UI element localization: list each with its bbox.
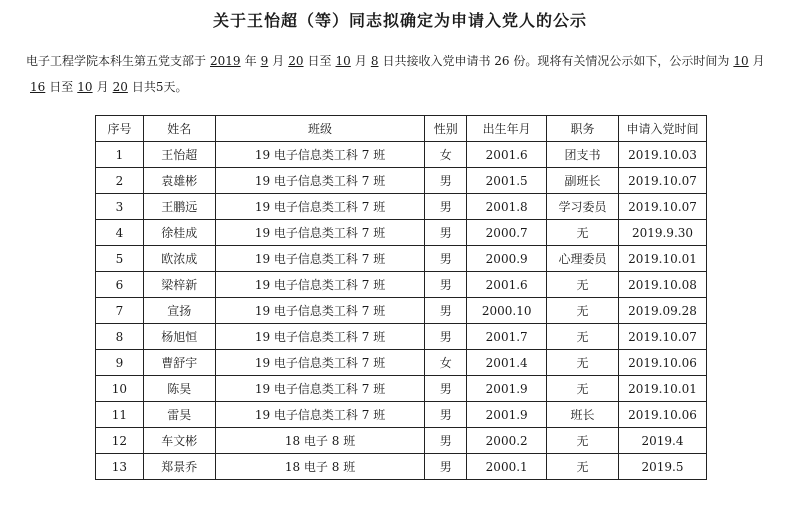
cell-apply-date: 2019.10.06 — [619, 350, 707, 376]
document-title: 关于王怡超（等）同志拟确定为申请入党人的公示 — [212, 11, 587, 30]
cell-class: 19 电子信息类工科 7 班 — [215, 298, 425, 324]
cell-birth: 2001.6 — [467, 272, 547, 298]
cell-apply-date: 2019.10.06 — [619, 402, 707, 428]
cell-class: 19 电子信息类工科 7 班 — [215, 194, 425, 220]
cell-index: 5 — [96, 246, 144, 272]
cell-apply-date: 2019.10.08 — [619, 272, 707, 298]
cell-name: 郑景乔 — [143, 454, 215, 480]
header-class: 班级 — [215, 116, 425, 142]
cell-birth: 2000.7 — [467, 220, 547, 246]
notice-day-to-2: 日至 — [49, 80, 74, 94]
table-row — [96, 272, 707, 298]
cell-index: 3 — [96, 194, 144, 220]
cell-gender: 男 — [425, 376, 467, 402]
table-body — [96, 142, 707, 480]
cell-apply-date: 2019.10.07 — [619, 168, 707, 194]
cell-index: 12 — [96, 428, 144, 454]
cell-apply-date: 2019.10.01 — [619, 246, 707, 272]
cell-position: 团支书 — [547, 142, 619, 168]
cell-name: 曹舒宇 — [143, 350, 215, 376]
cell-class: 19 电子信息类工科 7 班 — [215, 324, 425, 350]
cell-apply-date: 2019.10.01 — [619, 376, 707, 402]
cell-class: 19 电子信息类工科 7 班 — [215, 168, 425, 194]
cell-class: 19 电子信息类工科 7 班 — [215, 402, 425, 428]
notice-month-unit-3: 月 — [752, 54, 765, 68]
table-row — [96, 194, 707, 220]
notice-year-unit: 年 — [244, 54, 257, 68]
cell-gender: 男 — [425, 454, 467, 480]
table-row — [96, 142, 707, 168]
cell-class: 19 电子信息类工科 7 班 — [215, 350, 425, 376]
table-row — [96, 350, 707, 376]
cell-birth: 2000.1 — [467, 454, 547, 480]
notice-end-month: 10 — [335, 54, 351, 68]
cell-gender: 女 — [425, 350, 467, 376]
cell-birth: 2001.8 — [467, 194, 547, 220]
cell-class: 19 电子信息类工科 7 班 — [215, 142, 425, 168]
cell-index: 11 — [96, 402, 144, 428]
cell-apply-date: 2019.09.28 — [619, 298, 707, 324]
table-row — [96, 298, 707, 324]
header-gender: 性别 — [425, 116, 467, 142]
cell-name: 车文彬 — [143, 428, 215, 454]
notice-month-unit-1: 月 — [272, 54, 285, 68]
cell-birth: 2000.2 — [467, 428, 547, 454]
cell-gender: 男 — [425, 220, 467, 246]
cell-position: 无 — [547, 454, 619, 480]
table-header-row — [96, 116, 707, 142]
cell-position: 心理委员 — [547, 246, 619, 272]
notice-suffix: 日共5天。 — [131, 80, 188, 94]
table-row — [96, 454, 707, 480]
cell-index: 6 — [96, 272, 144, 298]
cell-index: 9 — [96, 350, 144, 376]
cell-gender: 男 — [425, 194, 467, 220]
cell-name: 欧浓成 — [143, 246, 215, 272]
cell-birth: 2000.10 — [467, 298, 547, 324]
cell-apply-date: 2019.4 — [619, 428, 707, 454]
cell-index: 10 — [96, 376, 144, 402]
cell-name: 宣扬 — [143, 298, 215, 324]
cell-class: 19 电子信息类工科 7 班 — [215, 220, 425, 246]
cell-birth: 2001.6 — [467, 142, 547, 168]
cell-gender: 男 — [425, 324, 467, 350]
cell-gender: 女 — [425, 142, 467, 168]
cell-index: 13 — [96, 454, 144, 480]
notice-year: 2019 — [210, 54, 241, 68]
cell-name: 王鹏远 — [143, 194, 215, 220]
cell-position: 学习委员 — [547, 194, 619, 220]
notice-prefix: 电子工程学院本科生第五党支部于 — [26, 54, 207, 68]
cell-gender: 男 — [425, 402, 467, 428]
cell-class: 18 电子 8 班 — [215, 428, 425, 454]
cell-position: 无 — [547, 350, 619, 376]
notice-pub-end-day: 20 — [112, 80, 128, 94]
cell-class: 19 电子信息类工科 7 班 — [215, 272, 425, 298]
notice-pub-start-day: 16 — [30, 80, 46, 94]
cell-class: 19 电子信息类工科 7 班 — [215, 246, 425, 272]
cell-name: 徐桂成 — [143, 220, 215, 246]
notice-middle: 日共接收入党申请书 26 份。现将有关情况公示如下，公示时间为 — [382, 54, 730, 68]
cell-apply-date: 2019.10.07 — [619, 194, 707, 220]
cell-gender: 男 — [425, 298, 467, 324]
table-row — [96, 246, 707, 272]
header-position: 职务 — [547, 116, 619, 142]
cell-class: 18 电子 8 班 — [215, 454, 425, 480]
cell-index: 8 — [96, 324, 144, 350]
cell-position: 无 — [547, 376, 619, 402]
cell-apply-date: 2019.10.03 — [619, 142, 707, 168]
cell-name: 袁雄彬 — [143, 168, 215, 194]
table-row — [96, 220, 707, 246]
cell-index: 7 — [96, 298, 144, 324]
cell-name: 雷昊 — [143, 402, 215, 428]
notice-end-day: 8 — [370, 54, 379, 68]
cell-gender: 男 — [425, 272, 467, 298]
table-row — [96, 324, 707, 350]
cell-index: 4 — [96, 220, 144, 246]
cell-birth: 2001.9 — [467, 402, 547, 428]
cell-gender: 男 — [425, 428, 467, 454]
notice-start-month: 9 — [260, 54, 269, 68]
cell-position: 副班长 — [547, 168, 619, 194]
cell-birth: 2001.7 — [467, 324, 547, 350]
applicant-table — [95, 115, 707, 480]
cell-position: 无 — [547, 220, 619, 246]
table-row — [96, 402, 707, 428]
table-row — [96, 376, 707, 402]
cell-position: 无 — [547, 428, 619, 454]
notice-month-unit-4: 月 — [96, 80, 109, 94]
cell-gender: 男 — [425, 246, 467, 272]
cell-birth: 2001.4 — [467, 350, 547, 376]
notice-month-unit-2: 月 — [354, 54, 367, 68]
cell-position: 班长 — [547, 402, 619, 428]
table-row — [96, 168, 707, 194]
cell-birth: 2000.9 — [467, 246, 547, 272]
cell-class: 19 电子信息类工科 7 班 — [215, 376, 425, 402]
cell-name: 梁梓新 — [143, 272, 215, 298]
cell-position: 无 — [547, 324, 619, 350]
cell-position: 无 — [547, 298, 619, 324]
cell-name: 陈昊 — [143, 376, 215, 402]
cell-birth: 2001.5 — [467, 168, 547, 194]
header-apply-date: 申请入党时间 — [619, 116, 707, 142]
notice-paragraph — [26, 48, 780, 100]
header-index: 序号 — [96, 116, 144, 142]
cell-name: 杨旭恒 — [143, 324, 215, 350]
cell-position: 无 — [547, 272, 619, 298]
cell-apply-date: 2019.9.30 — [619, 220, 707, 246]
cell-index: 1 — [96, 142, 144, 168]
header-birth: 出生年月 — [467, 116, 547, 142]
cell-birth: 2001.9 — [467, 376, 547, 402]
cell-apply-date: 2019.5 — [619, 454, 707, 480]
cell-gender: 男 — [425, 168, 467, 194]
table-row — [96, 428, 707, 454]
cell-name: 王怡超 — [143, 142, 215, 168]
notice-pub-end-month: 10 — [77, 80, 93, 94]
notice-day-to: 日至 — [307, 54, 332, 68]
notice-start-day: 20 — [288, 54, 304, 68]
notice-pub-start-month: 10 — [733, 54, 749, 68]
cell-index: 2 — [96, 168, 144, 194]
cell-apply-date: 2019.10.07 — [619, 324, 707, 350]
header-name: 姓名 — [143, 116, 215, 142]
